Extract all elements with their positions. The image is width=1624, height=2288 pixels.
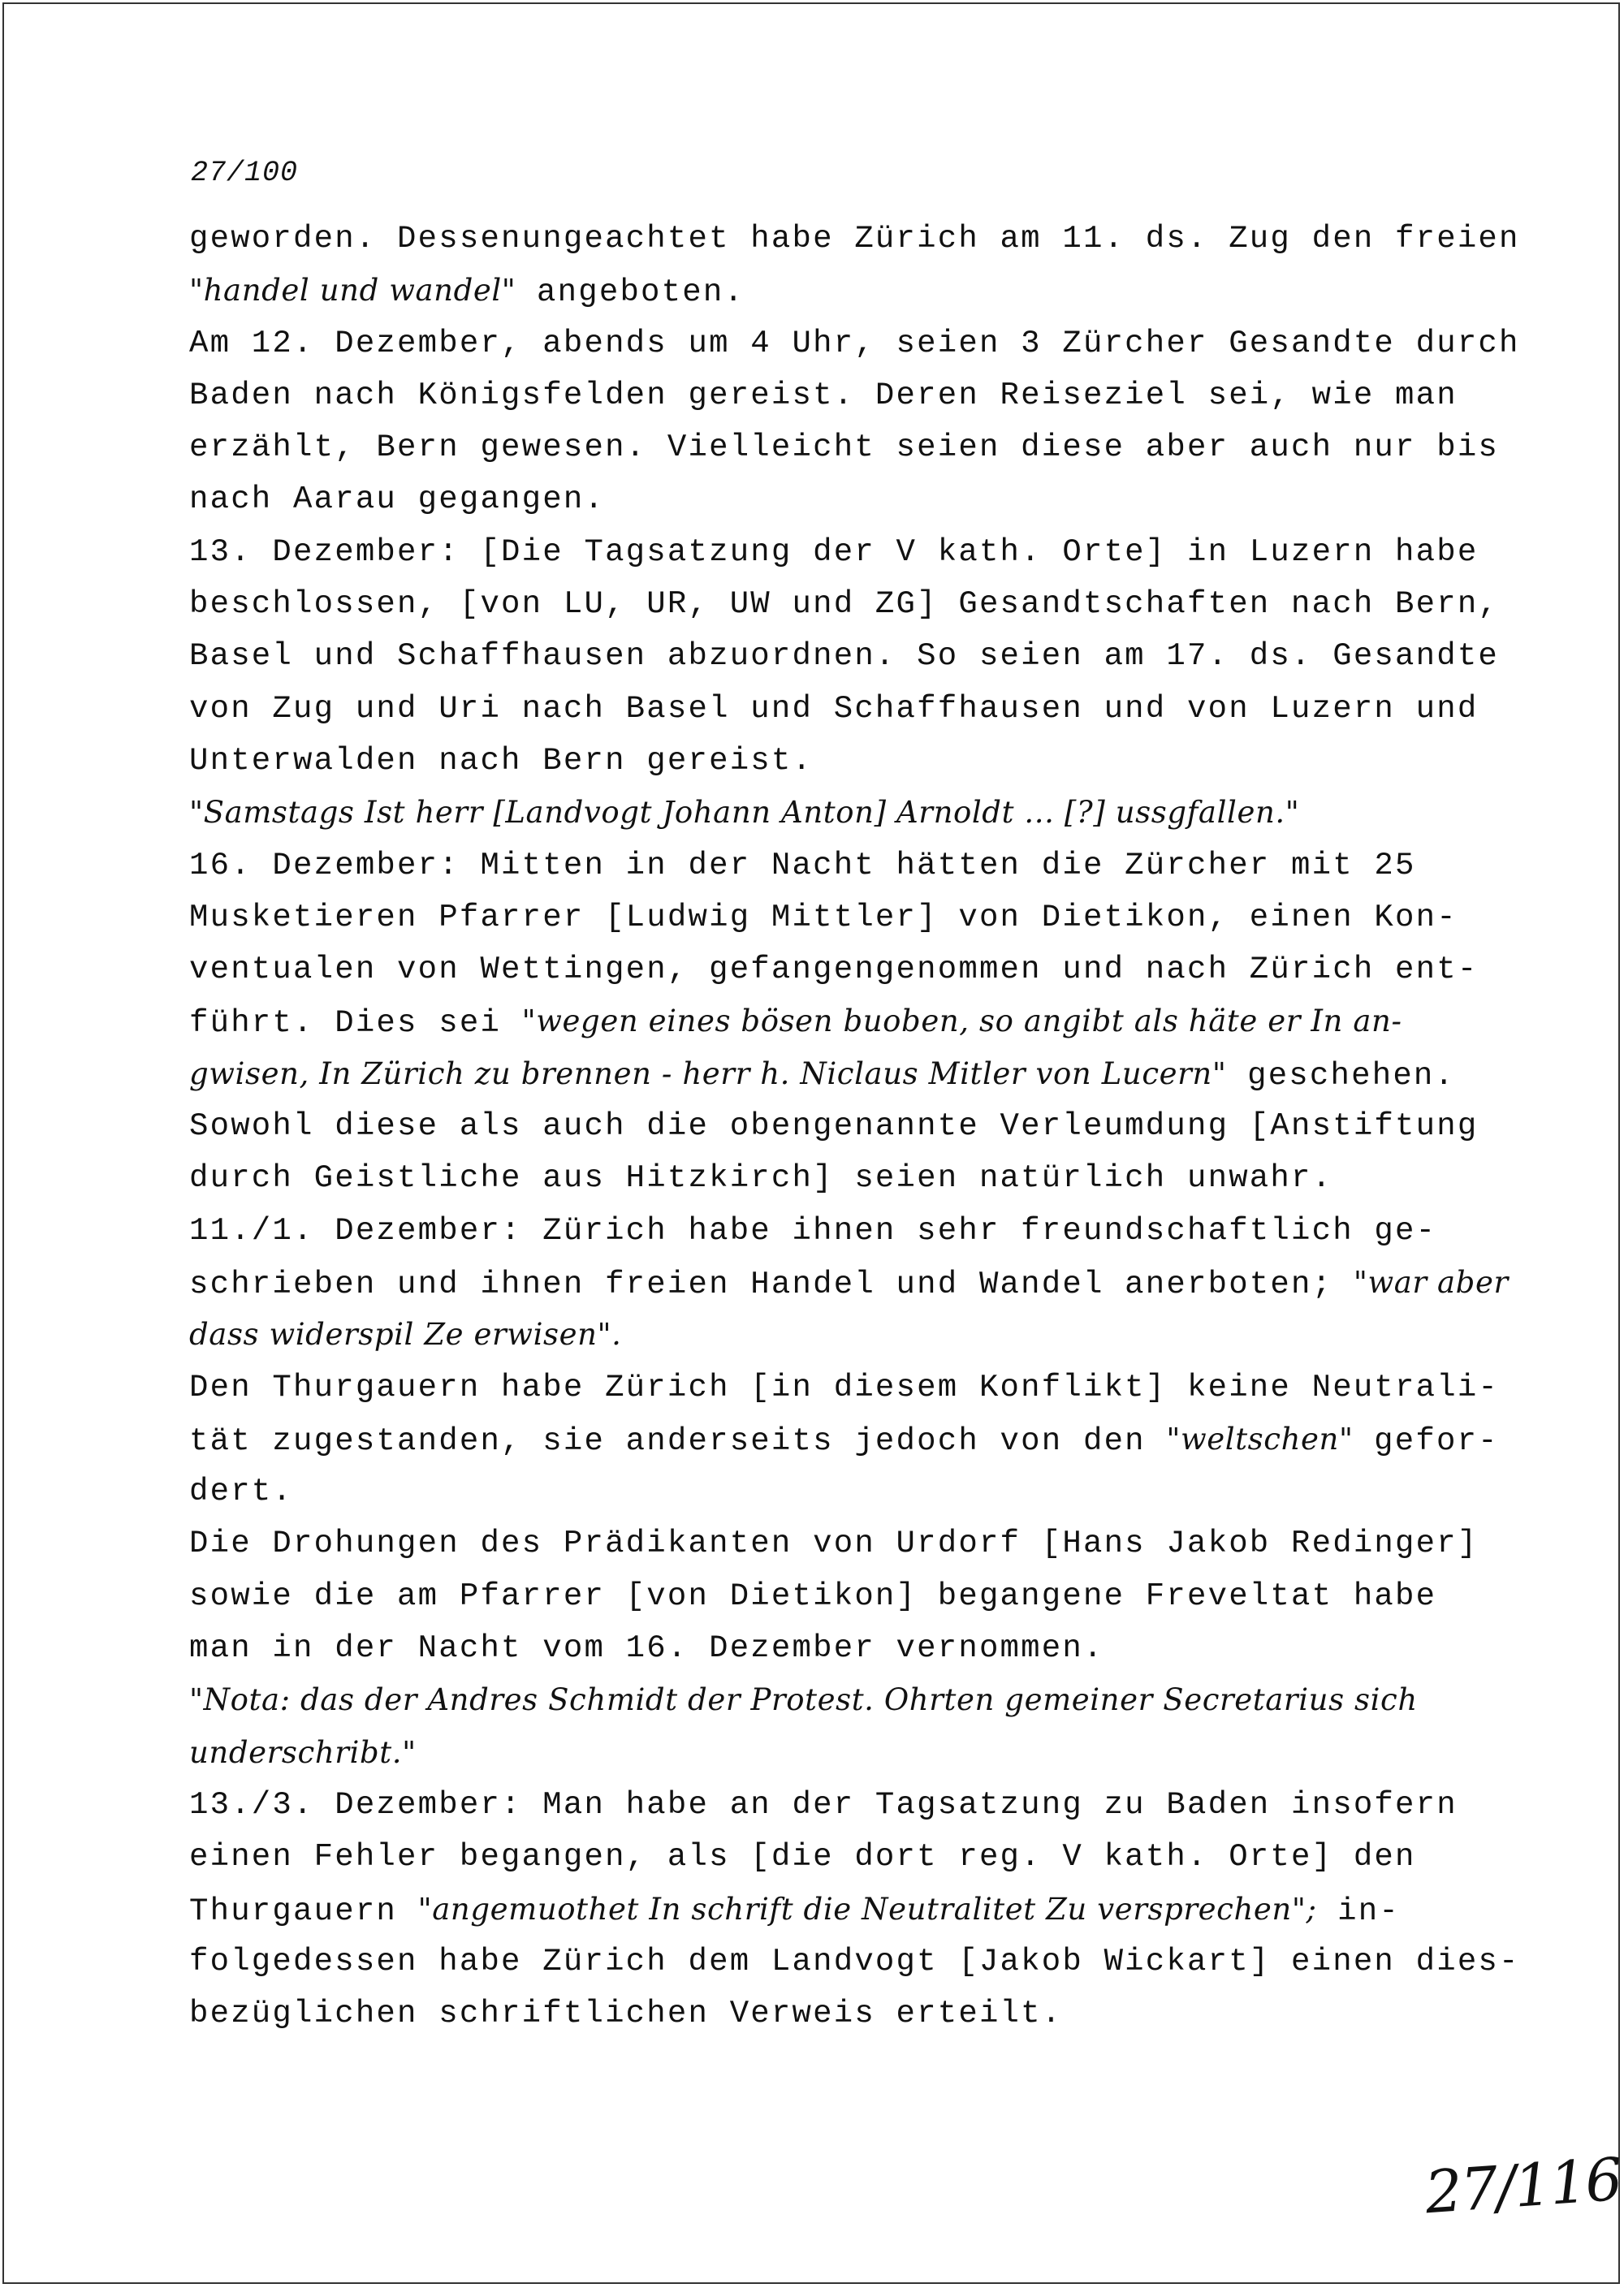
text-line <box>189 1674 1456 1726</box>
quoted-source-text: "wegen eines bösen buoben, so angibt als häte er In an- <box>521 1004 1402 1039</box>
text-segment: 13./3. Dezember: Man habe an der Tagsatzung zu Baden insofern <box>189 1786 1458 1823</box>
text-segment: von Zug und Uri nach Basel und Schaffhausen und von Luzern und <box>189 690 1479 727</box>
quoted-source-text: "war aber <box>1353 1264 1509 1300</box>
text-line <box>189 1779 1456 1831</box>
text-segment: Sowohl diese als auch die obengenannte Verleumdung [Anstiftung <box>189 1108 1479 1145</box>
text-segment: Unterwalden nach Bern gereist. <box>189 742 814 779</box>
text-segment: Musketieren Pfarrer [Ludwig Mittler] von Dietikon, einen Kon- <box>189 899 1458 935</box>
quoted-source-text: "Nota: das der Andres Schmidt der Protest. Ohrten gemeiner Secretarius sich <box>189 1682 1418 1718</box>
body-text <box>189 213 1520 2040</box>
text-line <box>189 473 1456 525</box>
text-line <box>189 1100 1479 1152</box>
text-line <box>189 421 1500 473</box>
text-segment: einen Fehler begangen, als [die dort reg. V kath. Orte] den <box>189 1839 1416 1876</box>
quoted-source-text: gwisen, In Zürich zu brennen - herr h. Niclaus Mitler von Lucern" <box>189 1056 1227 1091</box>
text-line <box>189 317 1520 369</box>
text-line <box>189 265 1456 317</box>
quoted-source-text: "weltschen" <box>1166 1421 1354 1457</box>
text-segment: 11./1. Dezember: Zürich habe ihnen sehr freundschaftlich ge- <box>189 1212 1437 1249</box>
text-segment: geschehen. <box>1226 1057 1456 1094</box>
text-line <box>189 891 1456 943</box>
quoted-source-text: "angemuothet In schrift die Neutralitet Zu versprechen"; <box>417 1891 1317 1927</box>
text-line <box>189 787 1456 839</box>
text-line <box>189 1152 1456 1204</box>
text-segment: 16. Dezember: Mitten in der Nacht hätten die Zürcher mit 25 <box>189 847 1416 883</box>
text-segment: geworden. Dessenungeachtet habe Zürich am 11. ds. Zug den freien <box>189 221 1520 257</box>
text-segment: Basel und Schaffhausen abzuordnen. So seien am 17. ds. Gesandte <box>189 638 1500 675</box>
text-segment: Den Thurgauern habe Zürich [in diesem Konflikt] keine Neutrali- <box>189 1369 1500 1405</box>
text-line <box>189 995 1456 1047</box>
page-reference: 27/100 <box>191 157 299 189</box>
text-segment: schrieben und ihnen freien Handel und Wandel anerboten; <box>189 1266 1354 1302</box>
text-segment: erzählt, Bern gewesen. Vielleicht seien diese aber auch nur bis <box>189 430 1500 466</box>
text-line <box>189 1936 1520 1988</box>
text-line <box>189 213 1520 265</box>
text-segment: führt. Dies sei <box>189 1005 522 1042</box>
text-segment: angeboten. <box>516 274 745 311</box>
text-segment: Am 12. Dezember, abends um 4 Uhr, seien 3 Zürcher Gesandte durch <box>189 325 1520 361</box>
handwritten-folio-number: 27/116 <box>1423 2144 1623 2227</box>
text-line <box>189 1205 1456 1257</box>
text-line <box>189 1570 1456 1622</box>
text-segment: ventualen von Wettingen, gefangengenommen und nach Zürich ent- <box>189 952 1479 988</box>
text-segment: beschlossen, [von LU, UR, UW und ZG] Gesandtschaften nach Bern, <box>189 586 1500 623</box>
text-line <box>189 1362 1500 1414</box>
text-segment: 13. Dezember: [Die Tagsatzung der V kath. Orte] in Luzern habe <box>189 533 1479 570</box>
quoted-source-text: underschribt." <box>189 1734 417 1770</box>
text-line <box>189 943 1479 995</box>
text-segment: dert. <box>189 1474 294 1510</box>
text-segment: folgedessen habe Zürich dem Landvogt [Jakob Wickart] einen dies- <box>189 1943 1520 1979</box>
quoted-source-text: "handel und wandel" <box>189 273 516 309</box>
text-segment: Baden nach Königsfelden gereist. Deren Reiseziel sei, wie man <box>189 377 1458 413</box>
text-line <box>189 578 1500 630</box>
text-line <box>189 1988 1456 2040</box>
text-segment: Die Drohungen des Prädikanten von Urdorf [Hans Jakob Redinger] <box>189 1526 1479 1562</box>
text-line <box>189 1517 1479 1569</box>
text-segment: Thurgauern <box>189 1893 418 1929</box>
text-line <box>189 1831 1456 1883</box>
text-line <box>189 1309 1456 1361</box>
text-segment: nach Aarau gegangen. <box>189 481 606 518</box>
quoted-source-text: dass widerspil Ze erwisen". <box>189 1317 622 1353</box>
text-line <box>189 1257 1509 1309</box>
text-line <box>189 1414 1499 1466</box>
text-segment: gefor- <box>1353 1422 1499 1459</box>
text-segment: tät zugestanden, sie anderseits jedoch von den <box>189 1422 1167 1459</box>
text-segment: in- <box>1316 1893 1400 1929</box>
text-line <box>189 735 1456 787</box>
text-segment: man in der Nacht vom 16. Dezember vernommen. <box>189 1630 1104 1667</box>
quoted-source-text: "Samstags Ist herr [Landvogt Johann Anton] Arnoldt ... [?] ussgfallen." <box>189 795 1300 831</box>
text-line <box>189 1622 1456 1674</box>
text-line <box>189 1466 1456 1517</box>
text-line <box>189 630 1500 682</box>
text-segment: durch Geistliche aus Hitzkirch] seien natürlich unwahr. <box>189 1160 1333 1197</box>
text-line <box>189 1884 1456 1936</box>
text-segment: bezüglichen schriftlichen Verweis erteilt. <box>189 1996 1063 2032</box>
text-line <box>189 683 1479 735</box>
text-line <box>189 1048 1456 1100</box>
text-line <box>189 840 1456 891</box>
text-line <box>189 369 1456 421</box>
text-line <box>189 1727 1456 1779</box>
text-segment: sowie die am Pfarrer [von Dietikon] begangene Freveltat habe <box>189 1578 1437 1614</box>
text-line <box>189 526 1479 578</box>
